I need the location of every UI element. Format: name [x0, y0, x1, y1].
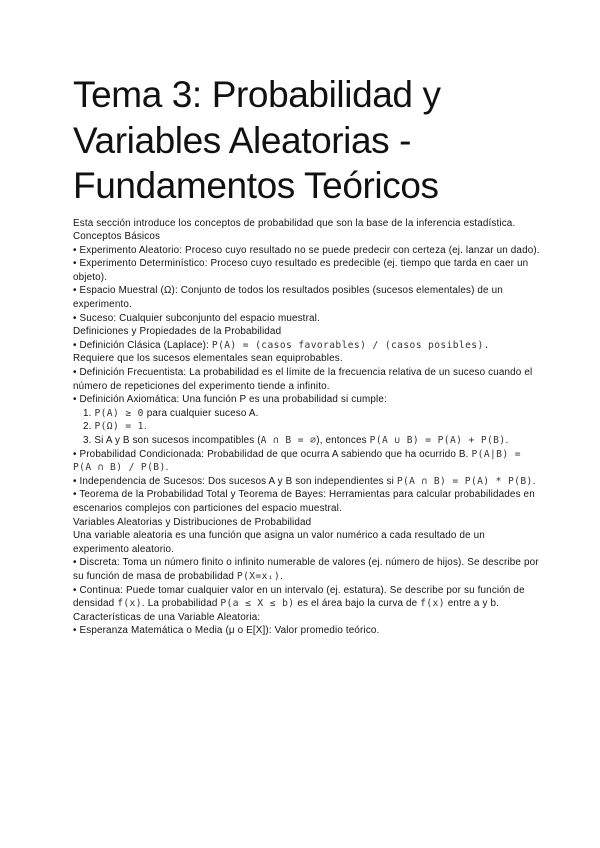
axiom-2 [73, 420, 540, 434]
continuous-formula-density: f(x) [117, 598, 142, 610]
axiom-3 [73, 434, 540, 448]
axiom-3-text: 3. Si A y B son sucesos incompatibles ( [83, 435, 261, 446]
axiom-1-text: para cualquier suceso A. [143, 407, 259, 419]
continuous-text: • Continua: Puede tomar cualquier valor en un intervalo (ej. estatura). Se describe por su función de densidad [73, 584, 525, 610]
classical-label: • Definición Clásica (Laplace): [73, 339, 212, 351]
continuous-end: entre a y b. [444, 598, 499, 610]
discrete-end: . [280, 570, 284, 582]
variables-intro: Una variable aleatoria es una función que asigna un valor numérico a cada resultado de un experimento aleatorio. [73, 530, 485, 555]
section-heading-characteristics: Características de una Variable Aleatoria: [73, 611, 261, 623]
axiom-3-mid: ), entonces [316, 435, 370, 446]
list-item-discreta [73, 556, 540, 583]
list-item-independencia [73, 475, 540, 489]
axiom-2-formula: P(Ω) = 1 [94, 421, 144, 433]
continuous-formula-probability: P(a ≤ X ≤ b) [220, 598, 295, 610]
list-item-probabilidad-condicionada [73, 448, 540, 475]
discrete-text: • Discreta: Toma un número finito o infinito numerable de valores (ej. número de hijos). Se describe por su función de masa de probabilidad [73, 557, 539, 582]
list-item-espacio-muestral: • Espacio Muestral (Ω): Conjunto de todos los resultados posibles (sucesos elementales) de un experimento. [73, 285, 503, 311]
classical-note: Requiere que los sucesos elementales sean equiprobables. [73, 353, 343, 365]
intro-paragraph: Esta sección introduce los conceptos de probabilidad que son la base de la inferencia estadística. [73, 217, 516, 229]
independence-text: • Independencia de Sucesos: Dos sucesos A y B son independientes si [73, 475, 397, 487]
conditional-text: • Probabilidad Condicionada: Probabilidad de que ocurra A sabiendo que ha ocurrido B. [73, 448, 472, 460]
axiom-3-formula-union: P(A ∪ B) = P(A) + P(B) [369, 435, 506, 446]
conditional-end: . [165, 462, 169, 474]
axiom-1-formula: P(A) ≥ 0 [94, 407, 144, 419]
axiom-2-text: . [143, 421, 147, 433]
list-item-definicion-frecuentista: • Definición Frecuentista: La probabilidad es el límite de la frecuencia relativa de un suceso cuando el número de repeticiones del experimento tiende a infinito. [73, 367, 533, 392]
section-heading-definitions: Definiciones y Propiedades de la Probabilidad [73, 326, 282, 338]
section-heading-basic: Conceptos Básicos [73, 231, 161, 243]
list-item-teorema-bayes: • Teorema de la Probabilidad Total y Teorema de Bayes: Herramientas para calcular probabilidades en escenarios complejos con particiones del espacio muestral. [73, 489, 535, 514]
list-item-experimento-aleatorio: • Experimento Aleatorio: Proceso cuyo resultado no se puede predecir con certeza (ej. lanzar un dado). [73, 244, 540, 256]
axiom-3-formula-incompatible: A ∩ B = ∅ [260, 435, 317, 446]
discrete-formula: P(X=xᵢ) [236, 570, 281, 582]
axiom-1 [73, 407, 540, 421]
continuous-mid2: es el área bajo la curva de [294, 598, 421, 610]
continuous-formula-curve: f(x) [420, 598, 445, 610]
list-item-experimento-deterministico: • Experimento Determinístico: Proceso cuyo resultado es predecible (ej. tiempo que tarda en caer un objeto). [73, 258, 529, 283]
axiom-2-number: 2. [83, 421, 95, 433]
section-heading-variables: Variables Aleatorias y Distribuciones de Probabilidad [73, 516, 312, 528]
list-item-continua [73, 584, 540, 611]
page-title: Tema 3: Probabilidad y Variables Aleatorias - Fundamentos Teóricos [73, 74, 441, 206]
axiom-3-end: . [505, 435, 509, 446]
continuous-mid: . La probabilidad [141, 598, 221, 610]
independence-formula: P(A ∩ B) = P(A) * P(B) [396, 475, 533, 487]
list-item-suceso: • Suceso: Cualquier subconjunto del espacio muestral. [73, 312, 320, 324]
axiom-1-number: 1. [83, 407, 95, 419]
list-item-esperanza: • Esperanza Matemática o Media (μ o E[X]): Valor promedio teórico. [73, 625, 380, 637]
independence-end: . [532, 475, 536, 487]
conditional-formula: P(A|B) = P(A ∩ B) / P(B) [73, 448, 521, 474]
list-item-definicion-axiomatica: • Definición Axiomática: Una función P es una probabilidad si cumple: [73, 394, 387, 406]
classical-formula: P(A) = (casos favorables) / (casos posibles). [211, 339, 490, 351]
list-item-definicion-clasica [73, 339, 540, 366]
